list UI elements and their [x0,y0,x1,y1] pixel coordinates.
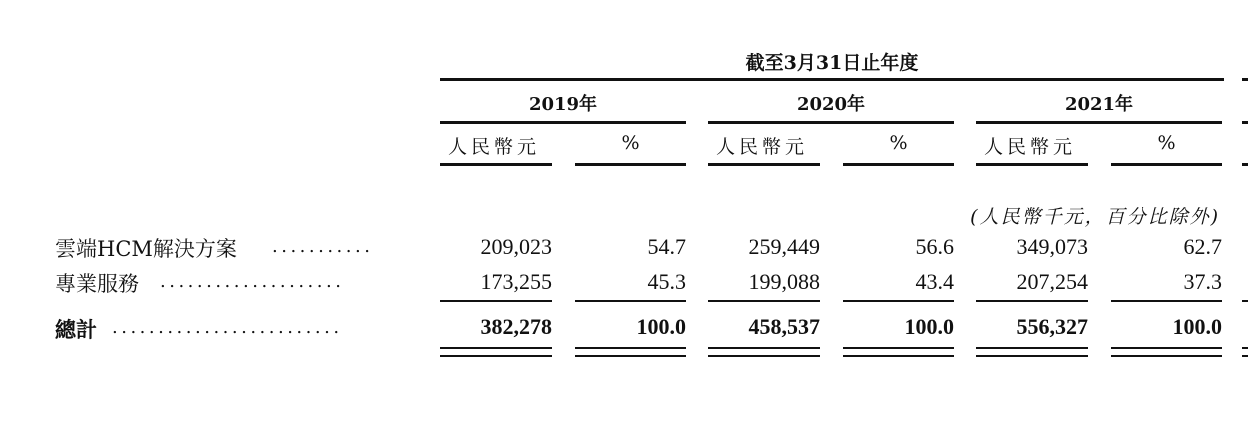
subheader-rule [976,163,1088,166]
row-label: 專業服務 [55,272,139,296]
edge-mark [1242,300,1248,302]
total-double-rule [708,355,820,357]
total-double-rule [843,355,954,357]
unit-header: 人民幣元 [716,136,809,158]
total-double-rule [1111,355,1222,357]
leader-dots: .................... [160,271,345,292]
subtotal-rule [575,300,686,302]
leader-dots: ......................... [112,317,343,338]
subheader-rule [843,163,954,166]
total-value: 556,327 [1016,314,1088,339]
cell-value: 56.6 [915,234,954,259]
subtotal-rule [976,300,1088,302]
subheader-rule [440,163,552,166]
subtotal-rule [843,300,954,302]
total-double-rule [843,347,954,349]
subtotal-rule [708,300,820,302]
total-label: 總計 [55,317,97,342]
subtotal-rule [1111,300,1222,302]
year-2020: 2020年 [796,94,866,115]
leader-dots: ........... [272,236,374,257]
cell-value: 259,449 [748,234,820,259]
row-label: 雲端HCM解決方案 [55,237,237,261]
subtotal-rule [440,300,552,302]
total-value: 382,278 [480,314,552,339]
period-header: 截至3月31日止年度 [745,52,919,74]
total-double-rule [440,355,552,357]
top-rule [440,78,1224,81]
pct-header: % [1157,132,1176,154]
edge-mark [1242,121,1248,124]
subheader-rule [1111,163,1222,166]
total-value: 100.0 [636,314,686,339]
cell-value: 45.3 [647,269,686,294]
total-value: 100.0 [1172,314,1222,339]
cell-value: 62.7 [1183,234,1222,259]
total-double-rule [440,347,552,349]
year-rule [440,121,686,124]
total-double-rule [575,355,686,357]
total-double-rule [708,347,820,349]
pct-header: % [621,132,640,154]
cell-value: 199,088 [748,269,820,294]
total-value: 100.0 [904,314,954,339]
total-double-rule [1111,347,1222,349]
unit-header: 人民幣元 [984,136,1077,158]
subheader-rule [575,163,686,166]
unit-header: 人民幣元 [448,136,541,158]
total-double-rule [575,347,686,349]
cell-value: 54.7 [647,234,686,259]
year-rule [976,121,1222,124]
units-note: (人民幣千元，百分比除外) [970,206,1220,228]
total-double-rule [976,355,1088,357]
cell-value: 43.4 [915,269,954,294]
total-value: 458,537 [748,314,820,339]
cell-value: 209,023 [480,234,552,259]
edge-mark [1242,355,1248,357]
pct-header: % [889,132,908,154]
cell-value: 207,254 [1016,269,1088,294]
cell-value: 37.3 [1183,269,1222,294]
year-rule [708,121,954,124]
cell-value: 349,073 [1016,234,1088,259]
year-2019: 2019年 [528,94,598,115]
edge-mark [1242,78,1248,81]
edge-mark [1242,163,1248,166]
year-2021: 2021年 [1064,94,1134,115]
edge-mark [1242,347,1248,349]
subheader-rule [708,163,820,166]
cell-value: 173,255 [480,269,552,294]
total-double-rule [976,347,1088,349]
